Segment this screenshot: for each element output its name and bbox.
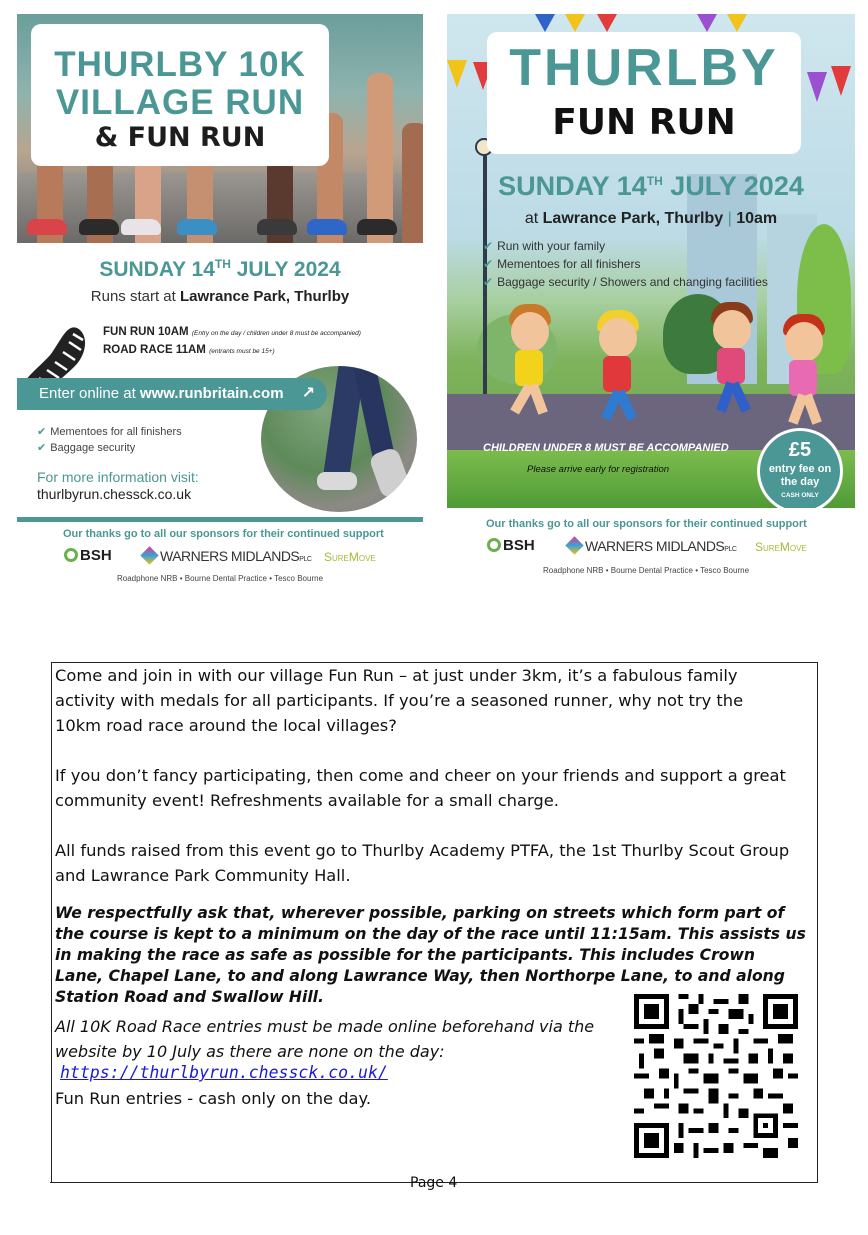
funds-paragraph: All funds raised from this event go to Thurlby Academy PTFA, the 1st Thurlby Scout Group and Lawrance Park Community Hall. — [55, 841, 790, 885]
entries-paragraph: All 10K Road Race entries must be made online beforehand via the website by 10 July as there are none on the day: — [55, 1017, 595, 1061]
cheer-paragraph: If you don’t fancy participating, then come and cheer on your friends and support a great community event! Refreshments available for a small charge. — [55, 766, 786, 810]
right-sponsor-thanks: Our thanks go to all our sponsors for their continued support — [486, 518, 807, 530]
intro-paragraph: Come and join in with our village Fun Run – at just under 3km, it’s a fabulous family activity with medals for all participants. If you’re a seasoned runner, why not try the 10km road race around the local villages? — [55, 666, 744, 735]
arrive-notice: Please arrive early for registration — [527, 464, 670, 475]
list-item: ✔ Run with your family — [483, 239, 606, 253]
right-title-line2: FUN RUN — [552, 102, 736, 143]
warners-logo: WARNERS MIDLANDSPLC — [143, 548, 311, 564]
right-poster — [447, 14, 855, 508]
check-icon: ✔ — [37, 442, 47, 454]
left-sponsor-list: Roadphone NRB • Bourne Dental Practice • Tesco Bourne — [117, 574, 324, 583]
enter-online-banner: Enter online at www.runbritain.com ↗ — [17, 378, 327, 410]
list-item: ✔ Mementoes for all finishers — [483, 257, 641, 271]
footer-rule-right — [542, 1182, 818, 1183]
fun-run-cash-note: Fun Run entries - cash only on the day. — [55, 1089, 372, 1108]
right-date: SUNDAY 14TH JULY 2024 — [498, 171, 804, 201]
right-title-line1: THURLBY — [509, 39, 779, 97]
left-title-line3: & FUN RUN — [94, 122, 266, 153]
more-info-site: thurlbyrun.chessck.co.uk — [37, 486, 192, 502]
footer-rule-left — [50, 1182, 326, 1183]
divider — [17, 517, 423, 522]
qr-code[interactable] — [634, 994, 798, 1158]
check-icon: ✔ — [483, 239, 494, 253]
suremove-logo: SureMove — [324, 550, 376, 564]
check-icon: ✔ — [483, 275, 494, 289]
left-title-box — [31, 24, 329, 166]
page-number: Page 4 — [410, 1175, 458, 1191]
left-poster — [17, 14, 423, 522]
list-item: ✔ Baggage security / Showers and changing facilities — [483, 275, 768, 289]
check-icon: ✔ — [483, 257, 494, 271]
info-box — [51, 662, 818, 1183]
bsh-logo: BSH — [487, 537, 535, 554]
warners-logo: WARNERS MIDLANDSPLC — [568, 538, 736, 554]
bsh-logo: BSH — [64, 547, 112, 564]
venue-text: at Lawrance Park, Thurlby | 10am — [524, 210, 778, 227]
list-item: ✔ Baggage security — [37, 442, 136, 454]
left-title-line2: VILLAGE RUN — [55, 83, 305, 122]
right-bullet-list — [483, 237, 768, 291]
suremove-logo: SureMove — [755, 540, 807, 554]
arrow-icon: ↗ — [301, 383, 315, 402]
left-title-line1: THURLBY 10K — [54, 45, 306, 84]
children-notice: CHILDREN UNDER 8 MUST BE ACCOMPANIED — [483, 442, 729, 454]
website-link[interactable]: https://thurlbyrun.chessck.co.uk/ — [60, 1063, 388, 1082]
right-sponsor-list: Roadphone NRB • Bourne Dental Practice • Tesco Bourne — [543, 566, 750, 575]
entry-fee-badge: £5 entry fee on the day CASH ONLY — [757, 428, 843, 508]
parking-paragraph: We respectfully ask that, wherever possible, parking on streets which form part of the course is kept to a minimum on the day of the race until 11:15am. This assists us in making the race as safe as possible for the participants. This includes Crown Lane, Chapel Lane, to and along Lawrance Way, then Northorpe Lane, to and along Station Road and Swallow Hill. — [55, 904, 806, 1006]
fun-run-time: FUN RUN 10AM (Entry on the day / children under 8 must be accompanied) — [103, 326, 361, 338]
left-bullet-list — [37, 424, 182, 456]
runs-start-text: Runs start at Lawrance Park, Thurlby — [90, 288, 350, 305]
left-sponsor-thanks: Our thanks go to all our sponsors for their continued support — [63, 528, 384, 540]
road-race-time: ROAD RACE 11AM (entrants must be 15+) — [103, 344, 275, 356]
more-info-label: For more information visit: — [37, 469, 199, 485]
right-title-box — [487, 32, 801, 154]
left-date: SUNDAY 14TH JULY 2024 — [99, 257, 341, 281]
check-icon: ✔ — [37, 426, 47, 438]
list-item: ✔ Mementoes for all finishers — [37, 426, 182, 438]
